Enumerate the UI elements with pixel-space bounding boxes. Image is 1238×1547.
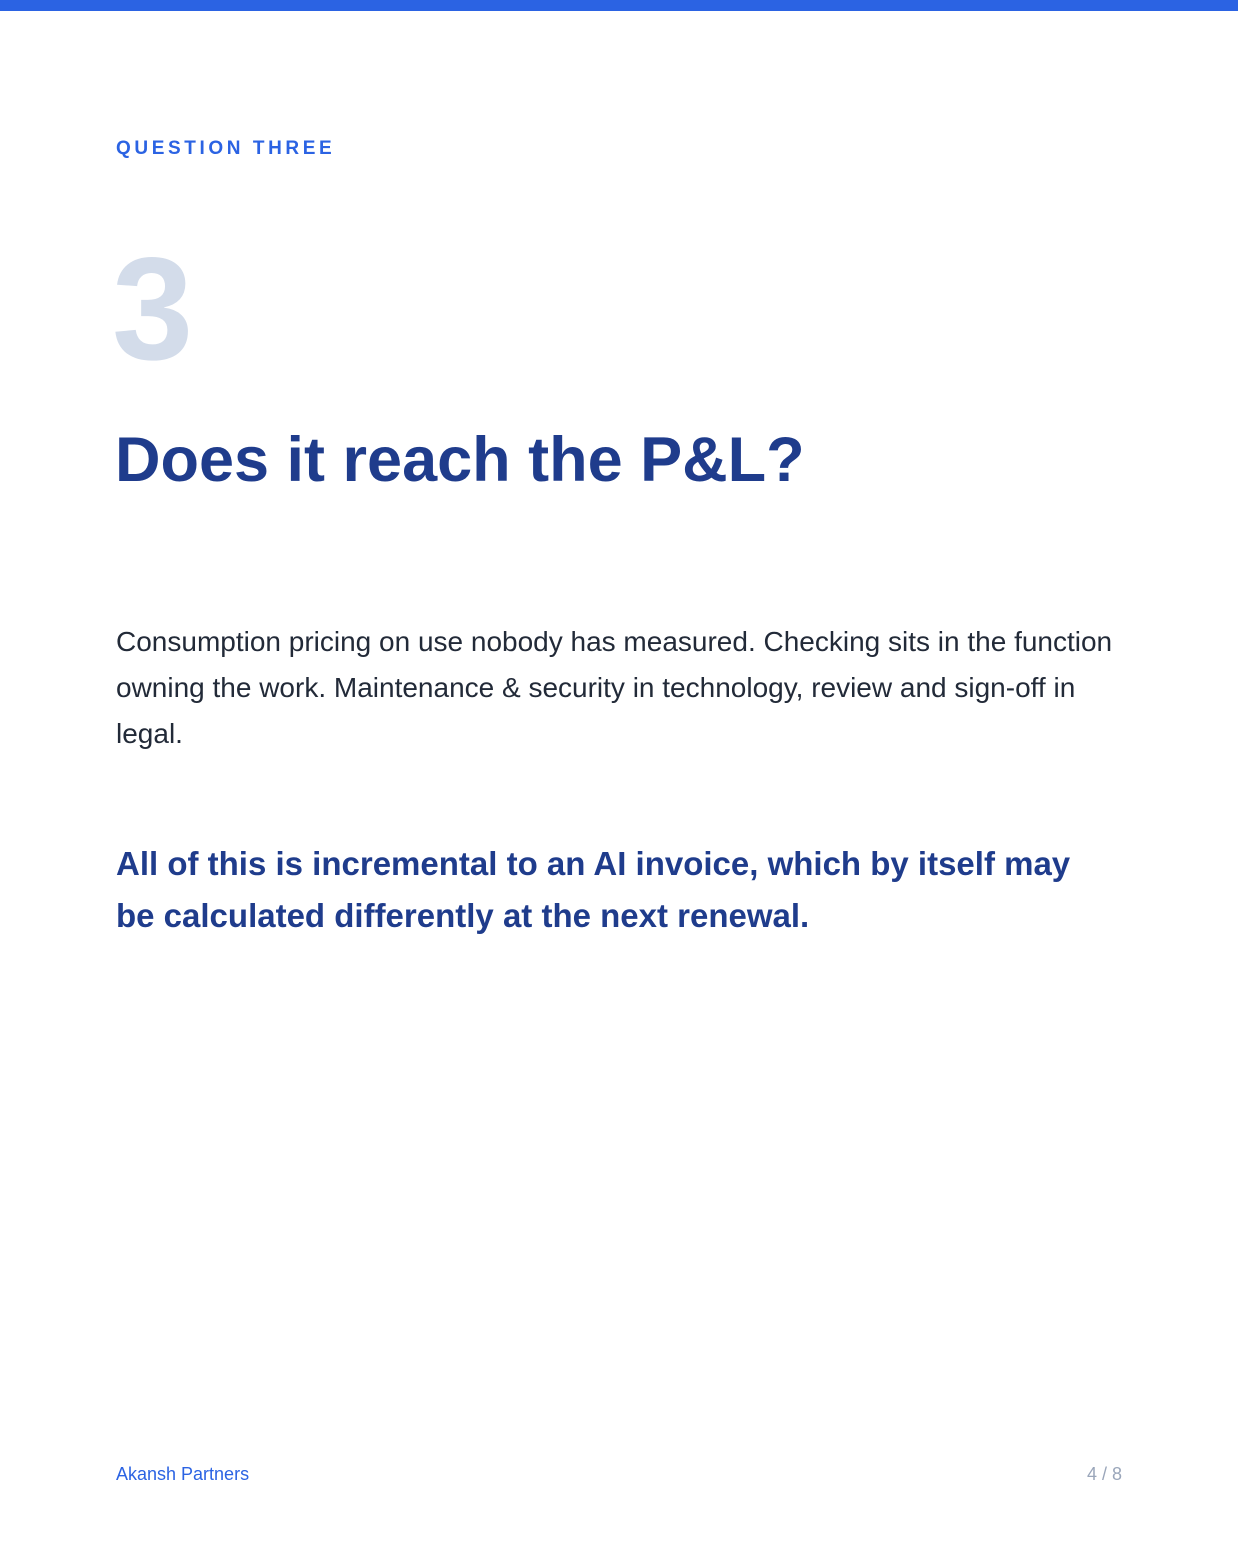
section-number: 3 [112,227,194,390]
body-paragraph: Consumption pricing on use nobody has measured. Checking sits in the function owning the work. Maintenance & security in technology, review and sign-off in legal. [116,626,1113,749]
top-accent-bar [0,0,1238,11]
callout-statement: All of this is incremental to an AI invoice, which by itself may be calculated differently at the next renewal. [116,845,1071,934]
section-eyebrow: QUESTION THREE [116,138,336,159]
page-number: 4 / 8 [1086,1464,1122,1484]
footer-brand: Akansh Partners [116,1464,250,1484]
page-title: Does it reach the P&L? [115,425,805,495]
